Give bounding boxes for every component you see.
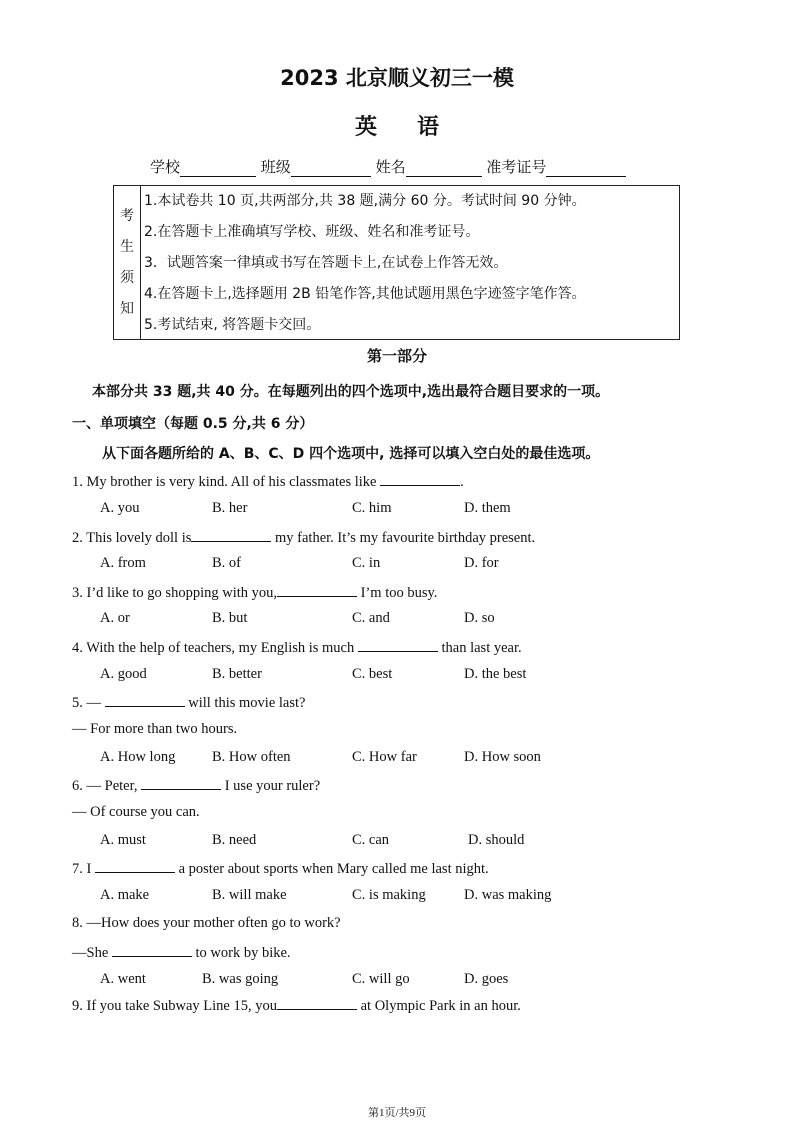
question-text: my father. It’s my favourite birthday present.	[271, 530, 536, 546]
option-c[interactable]: C. in	[352, 555, 381, 571]
question-text: 5. —	[72, 695, 105, 711]
part-title: 第一部分	[366, 347, 427, 365]
option-d[interactable]: D. for	[464, 555, 499, 571]
class-blank[interactable]	[291, 162, 371, 177]
option-b[interactable]: B. was going	[202, 971, 279, 987]
page-title: 2023 北京顺义初三一模	[280, 66, 514, 90]
option-c[interactable]: C. can	[352, 832, 390, 848]
option-a[interactable]: A. went	[100, 971, 146, 987]
question-text: .	[460, 474, 464, 490]
name-label: 姓名	[375, 158, 406, 176]
notice-item: 1.本试卷共 10 页,共两部分,共 38 题,满分 60 分。考试时间 90 分钟。	[144, 193, 586, 209]
question-text: 2. This lovely doll is	[72, 530, 192, 546]
section-title: 一、单项填空（每题 0.5 分,共 6 分）	[72, 416, 314, 432]
option-b[interactable]: B. will make	[212, 887, 287, 903]
exam-no-label: 准考证号	[486, 158, 547, 176]
question-text: 7. I	[72, 861, 95, 877]
option-b[interactable]: B. her	[212, 500, 248, 516]
option-a[interactable]: A. you	[100, 500, 140, 516]
option-c[interactable]: C. him	[352, 500, 392, 516]
question-1	[72, 472, 464, 491]
notice-items	[144, 188, 675, 343]
question-text: I use your ruler?	[221, 778, 321, 794]
question-text: will this movie last?	[184, 695, 306, 711]
class-label: 班级	[260, 158, 291, 176]
student-info-line	[150, 156, 626, 177]
question-8-line2	[72, 943, 291, 962]
option-c[interactable]: C. best	[352, 666, 393, 682]
answer-blank[interactable]	[277, 996, 357, 1010]
option-d[interactable]: D. so	[464, 610, 495, 626]
notice-label-char: 生	[120, 238, 134, 255]
option-d[interactable]: D. the best	[464, 666, 527, 682]
option-d[interactable]: D. goes	[464, 971, 509, 987]
option-a[interactable]: A. from	[100, 555, 146, 571]
school-blank[interactable]	[180, 162, 256, 177]
exam-no-blank[interactable]	[546, 162, 626, 177]
question-text: 1. My brother is very kind. All of his classmates like	[72, 474, 381, 490]
option-d[interactable]: D. should	[468, 832, 525, 848]
option-b[interactable]: B. need	[212, 832, 257, 848]
answer-blank[interactable]	[112, 943, 192, 957]
question-7	[72, 859, 489, 878]
dialogue-reply: — For more than two hours.	[72, 721, 238, 737]
option-d[interactable]: D. How soon	[464, 749, 541, 765]
subject-title: 英语	[354, 115, 479, 140]
name-blank[interactable]	[406, 162, 482, 177]
answer-blank[interactable]	[277, 583, 357, 597]
option-b[interactable]: B. How often	[212, 749, 291, 765]
question-text: to work by bike.	[191, 945, 291, 961]
notice-item: 4.在答题卡上,选择题用 2B 铅笔作答,其他试题用黑色字迹签字笔作答。	[144, 286, 586, 302]
option-a[interactable]: A. make	[100, 887, 150, 903]
question-4	[72, 638, 522, 657]
part-intro: 本部分共 33 题,共 40 分。在每题列出的四个选项中,选出最符合题目要求的一项。	[92, 384, 610, 400]
school-label: 学校	[150, 158, 181, 176]
question-text: 3. I’d like to go shopping with you,	[72, 585, 278, 601]
notice-label-char: 考	[120, 207, 134, 224]
dialogue-reply: — Of course you can.	[72, 804, 200, 820]
question-text: 9. If you take Subway Line 15, you	[72, 998, 277, 1014]
option-b[interactable]: B. better	[212, 666, 262, 682]
question-9	[72, 996, 521, 1015]
exam-notice-box	[113, 185, 680, 340]
option-b[interactable]: B. but	[212, 610, 248, 626]
question-text: than last year.	[437, 640, 522, 656]
option-c[interactable]: C. is making	[352, 887, 426, 903]
option-d[interactable]: D. them	[464, 500, 511, 516]
answer-blank[interactable]	[105, 693, 185, 707]
option-a[interactable]: A. or	[100, 610, 130, 626]
answer-blank[interactable]	[358, 638, 438, 652]
question-text: a poster about sports when Mary called me last night.	[174, 861, 489, 877]
notice-item: 5.考试结束, 将答题卡交回。	[144, 317, 321, 333]
option-d[interactable]: D. was making	[464, 887, 552, 903]
question-text: at Olympic Park in an hour.	[356, 998, 521, 1014]
question-8: 8. —How does your mother often go to work?	[72, 915, 341, 931]
question-6	[72, 776, 320, 795]
notice-label-char: 知	[120, 300, 134, 317]
option-c[interactable]: C. will go	[352, 971, 410, 987]
answer-blank[interactable]	[380, 472, 460, 486]
option-b[interactable]: B. of	[212, 555, 241, 571]
answer-blank[interactable]	[191, 528, 271, 542]
notice-label-char: 须	[120, 269, 134, 286]
question-2	[72, 528, 535, 547]
answer-blank[interactable]	[95, 859, 175, 873]
option-a[interactable]: A. good	[100, 666, 147, 682]
section-instruction: 从下面各题所给的 A、B、C、D 四个选项中, 选择可以填入空白处的最佳选项。	[102, 446, 600, 462]
question-text: —She	[72, 945, 112, 961]
option-a[interactable]: A. must	[100, 832, 146, 848]
option-a[interactable]: A. How long	[100, 749, 176, 765]
question-text: 6. — Peter,	[72, 778, 142, 794]
question-3	[72, 583, 437, 602]
page-footer: 第1页/共9页	[367, 1107, 427, 1119]
answer-blank[interactable]	[141, 776, 221, 790]
option-c[interactable]: C. How far	[352, 749, 417, 765]
notice-item: 2.在答题卡上准确填写学校、班级、姓名和准考证号。	[144, 224, 480, 240]
question-5	[72, 693, 305, 712]
option-c[interactable]: C. and	[352, 610, 390, 626]
question-text: I’m too busy.	[357, 585, 438, 601]
notice-item: 3．试题答案一律填或书写在答题卡上,在试卷上作答无效。	[144, 255, 508, 271]
question-text: 4. With the help of teachers, my English is much	[72, 640, 358, 656]
notice-label	[114, 186, 141, 339]
